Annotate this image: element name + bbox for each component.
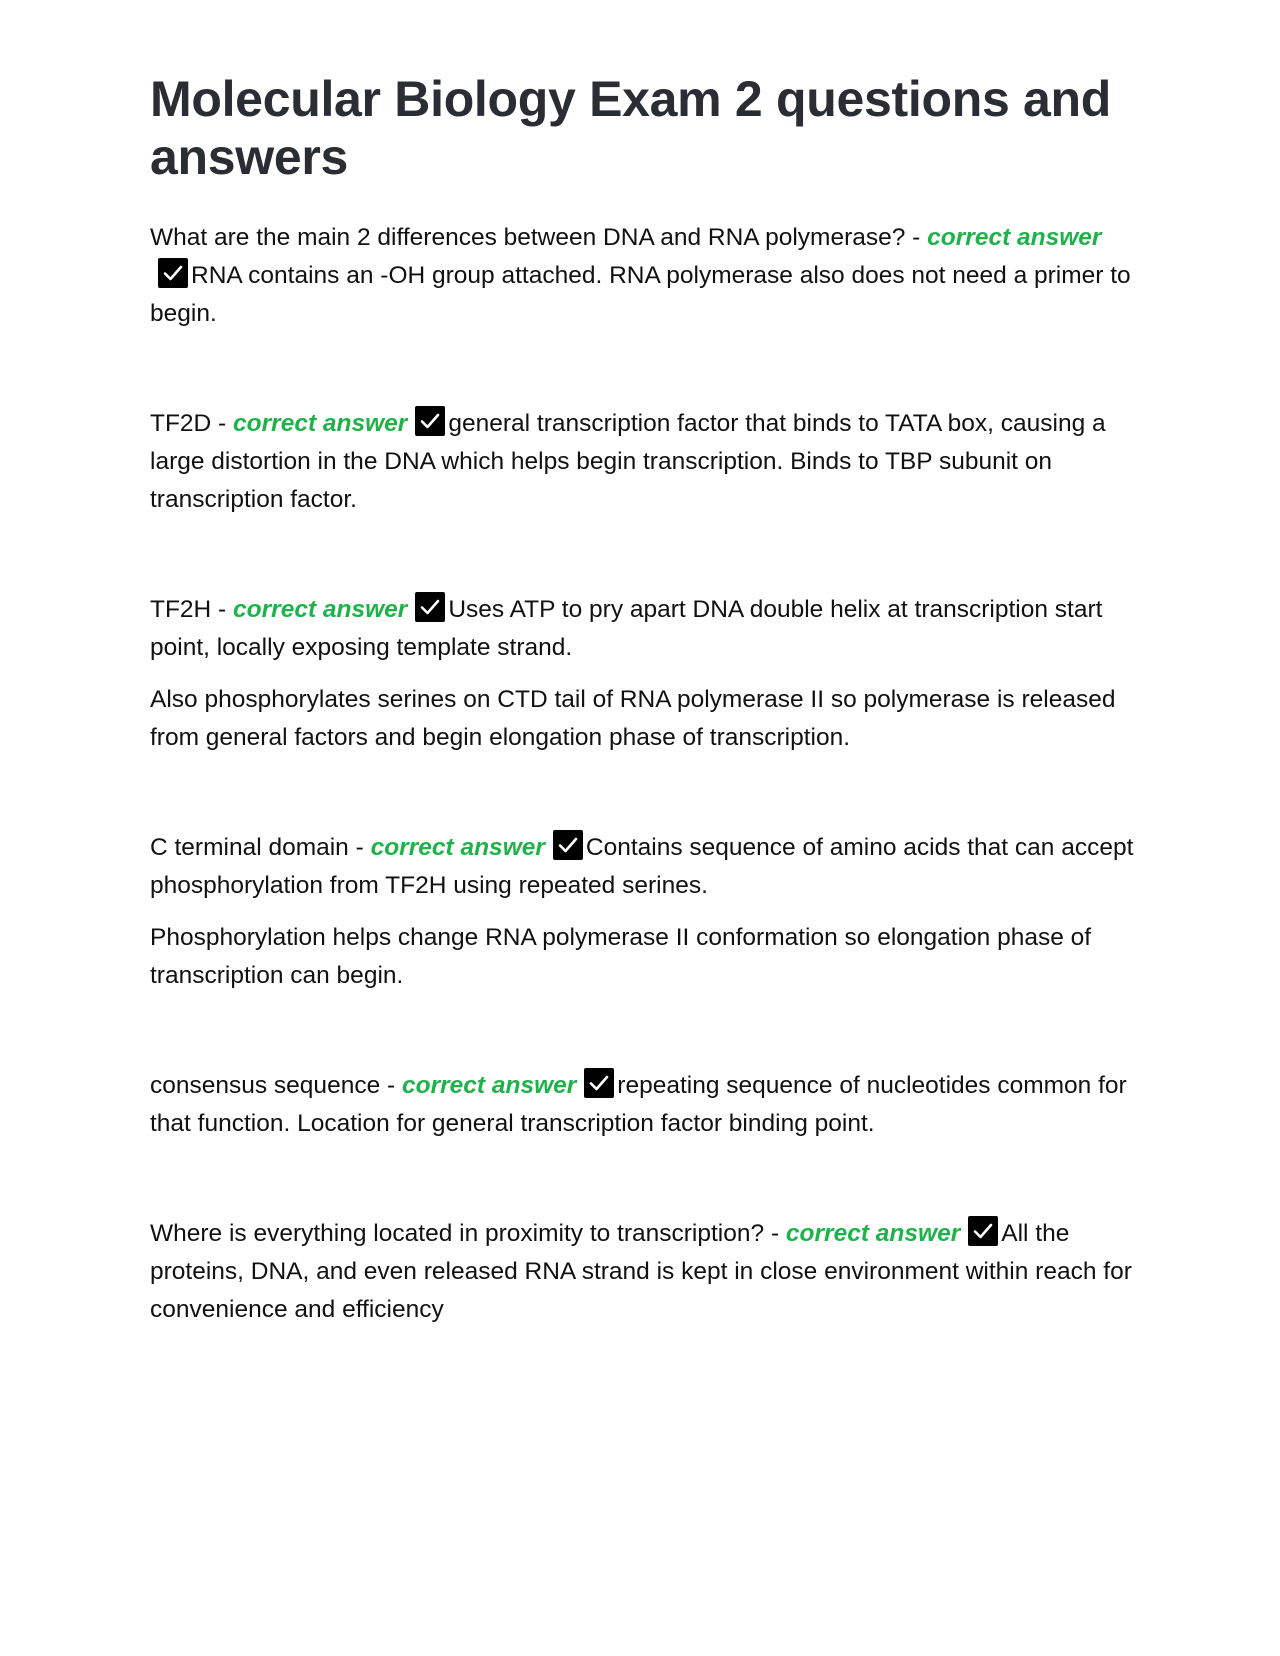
answer-extra-paragraph: Phosphorylation helps change RNA polymerase II conformation so elongation phase of transcription can begin. [150, 924, 1092, 989]
check-box-icon [415, 406, 445, 436]
question-term: consensus sequence [150, 1072, 381, 1099]
answer-text: RNA contains an -OH group attached. RNA polymerase also does not need a primer to begin. [150, 262, 1131, 327]
qa-item-4 [150, 829, 1140, 995]
qa-item-1 [150, 219, 1140, 333]
question-term: C terminal domain [150, 834, 349, 861]
qa-line [150, 591, 1140, 667]
document-title: Molecular Biology Exam 2 questions and answers [150, 71, 1112, 185]
qa-item-2 [150, 405, 1140, 519]
answer-text: Uses ATP to pry apart DNA double helix at transcription start point, locally exposing template strand. [150, 596, 1103, 661]
check-box-icon [584, 1068, 614, 1098]
qa-item-5 [150, 1067, 1140, 1143]
question-term: TF2H [150, 596, 212, 623]
question-term: TF2D [150, 410, 212, 437]
answer-text: All the proteins, DNA, and even released RNA strand is kept in close environment within reach for convenience and efficiency [150, 1220, 1132, 1323]
answer-text: repeating sequence of nucleotides common for that function. Location for general transcription factor binding point. [150, 1072, 1127, 1137]
qa-item-3 [150, 591, 1140, 757]
qa-line [150, 219, 1140, 333]
answer-label: correct answer [927, 224, 1102, 251]
answer-label: correct answer [785, 1220, 961, 1247]
answer-label: correct answer [401, 1072, 577, 1099]
qa-line [150, 1067, 1140, 1143]
answer-text: Contains sequence of amino acids that can accept phosphorylation from TF2H using repeated serines. [150, 834, 1134, 899]
separator: - [380, 1072, 402, 1099]
answer-label: correct answer [370, 834, 545, 861]
qa-line [150, 1215, 1140, 1329]
document-page [150, 70, 1140, 1401]
separator: - [905, 224, 928, 251]
answer-extra-paragraph: Also phosphorylates serines on CTD tail of RNA polymerase II so polymerase is released from general factors and begin elongation phase of transcription. [150, 686, 1116, 751]
check-box-icon [553, 830, 583, 860]
answer-label: correct answer [233, 596, 408, 623]
qa-line [150, 405, 1140, 519]
answer-text: general transcription factor that binds to TATA box, causing a large distortion in the DNA which helps begin transcription. Binds to TBP subunit on transcription factor. [150, 410, 1106, 513]
separator: - [348, 834, 371, 861]
question-term: What are the main 2 differences between DNA and RNA polymerase? [150, 224, 906, 251]
question-term: Where is everything located in proximity to transcription? [150, 1220, 765, 1247]
separator: - [764, 1220, 786, 1247]
separator: - [211, 596, 234, 623]
qa-line [150, 829, 1140, 905]
qa-item-6 [150, 1215, 1140, 1329]
check-box-icon [415, 592, 445, 622]
check-box-icon [968, 1216, 998, 1246]
check-box-icon [158, 258, 188, 288]
separator: - [211, 410, 234, 437]
answer-label: correct answer [233, 410, 408, 437]
